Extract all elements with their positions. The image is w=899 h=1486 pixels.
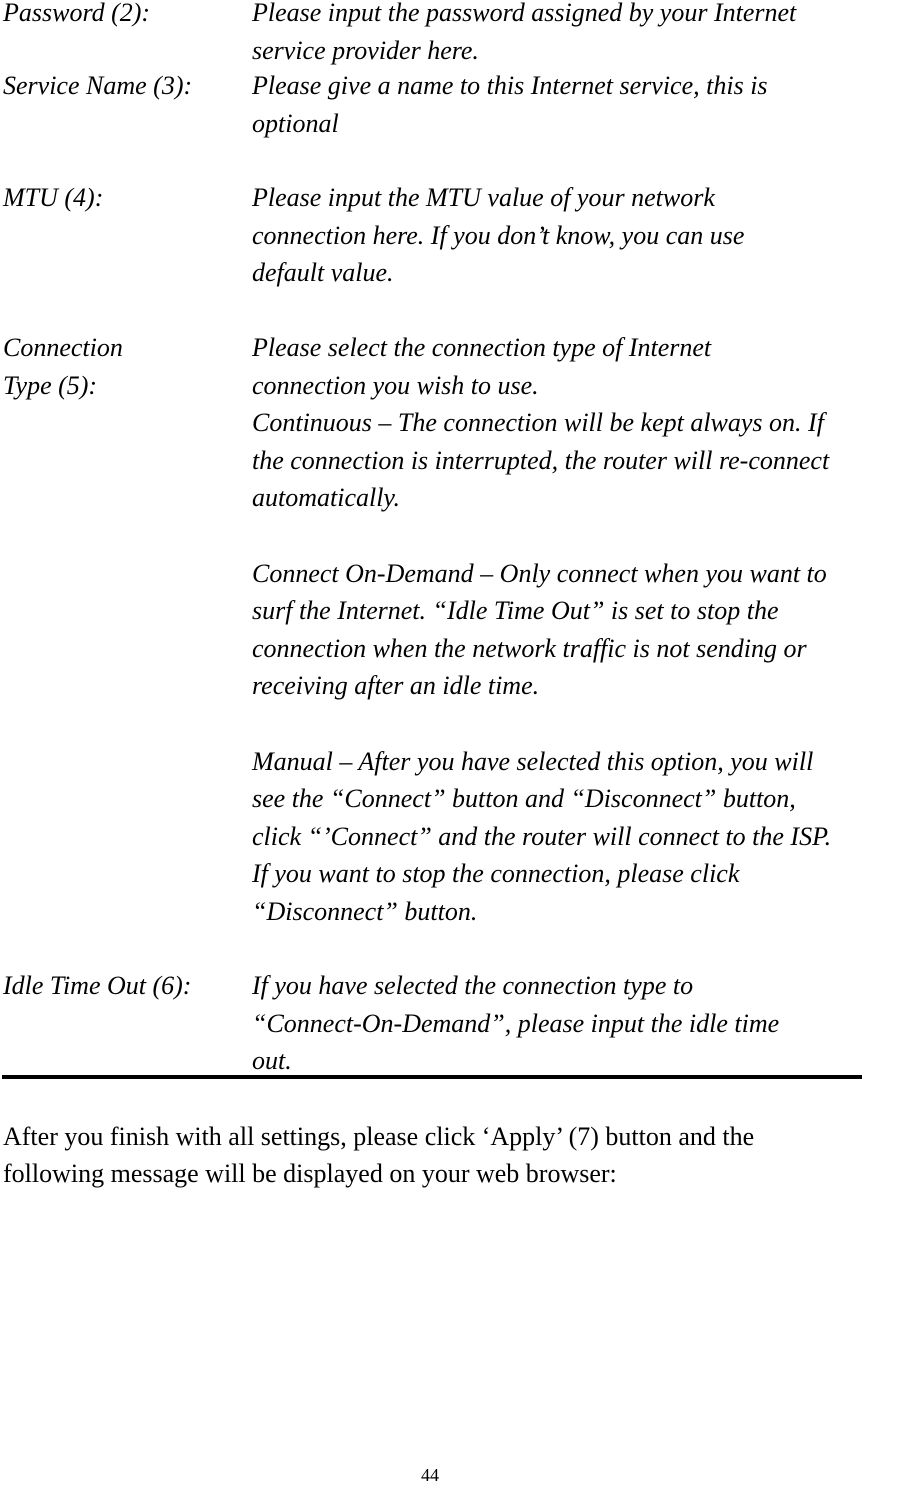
desc-line: optional [252, 108, 339, 138]
desc-line: out. [252, 1046, 292, 1076]
table-bottom-rule [2, 1075, 862, 1079]
term-mtu [3, 179, 103, 217]
desc-line: the connection is interrupted, the router will re-connect [252, 445, 830, 475]
desc-line: default value. [252, 258, 394, 288]
desc-password [252, 0, 899, 69]
term-connection-type [3, 329, 123, 404]
desc-service-name [252, 67, 899, 142]
desc-line: receiving after an idle time. [252, 671, 540, 701]
desc-line: connection when the network traffic is not sending or [252, 633, 807, 663]
desc-line: see the “Connect” button and “Disconnect” button, [252, 784, 796, 814]
desc-idle-time-out [252, 967, 899, 1080]
desc-line: “Disconnect” button. [252, 896, 478, 926]
desc-line [252, 517, 899, 555]
desc-line: surf the Internet. “Idle Time Out” is set to stop the [252, 596, 779, 626]
term-line: Type (5): [3, 370, 98, 400]
term-line: Idle Time Out (6): [3, 971, 192, 1000]
desc-line: If you have selected the connection type to [252, 971, 694, 1000]
desc-mtu [252, 179, 899, 292]
desc-connection-type [252, 329, 899, 931]
term-line: Password (2): [3, 0, 151, 27]
desc-line: Please input the password assigned by your Internet [252, 0, 797, 27]
desc-line [252, 705, 899, 743]
desc-line: click “’Connect” and the router will connect to the ISP. [252, 821, 832, 851]
desc-line: If you want to stop the connection, please click [252, 859, 740, 889]
term-line: MTU (4): [3, 183, 104, 212]
term-line: Service Name (3): [3, 71, 193, 100]
term-password [3, 0, 150, 32]
desc-line: “Connect-On-Demand”, please input the idle time [252, 1008, 780, 1038]
desc-line: automatically. [252, 483, 401, 513]
desc-line: connection you wish to use. [252, 370, 539, 400]
desc-line: Manual – After you have selected this option, you will [252, 746, 814, 776]
paragraph-line: following message will be displayed on your web browser: [3, 1159, 617, 1188]
desc-line: connection here. If you don’t know, you can use [252, 220, 745, 250]
desc-line: Connect On-Demand – Only connect when you want to [252, 558, 827, 588]
desc-line: Continuous – The connection will be kept always on. If [252, 408, 824, 438]
desc-line: Please input the MTU value of your network [252, 183, 715, 212]
desc-line: Please give a name to this Internet service, this is [252, 71, 768, 100]
term-idle-time-out [3, 967, 191, 1005]
desc-line: service provider here. [252, 35, 479, 65]
page-number: 44 [421, 1465, 439, 1485]
term-line: Connection [3, 333, 123, 362]
term-service-name [3, 67, 192, 105]
desc-line: Please select the connection type of Internet [252, 333, 712, 362]
body-paragraph [3, 1118, 754, 1192]
paragraph-line: After you finish with all settings, please click ‘Apply’ (7) button and the [3, 1122, 755, 1151]
